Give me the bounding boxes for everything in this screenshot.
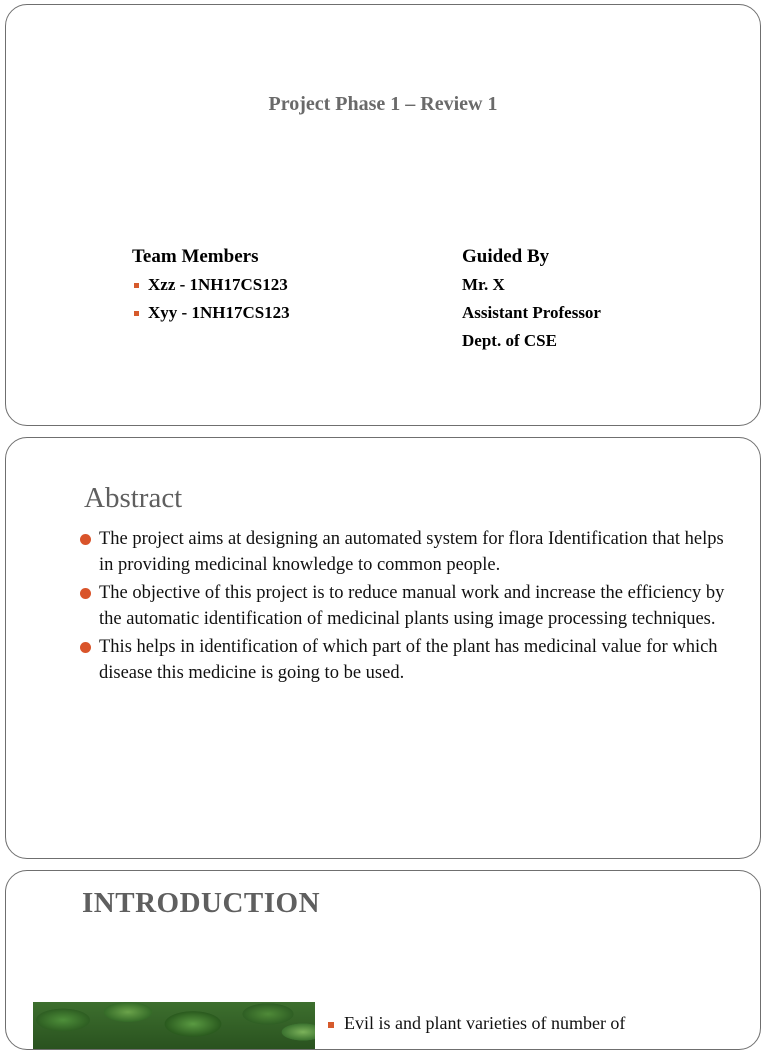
- guide-name: Mr. X: [462, 275, 505, 294]
- list-item: [132, 271, 290, 299]
- list-item: [78, 526, 738, 578]
- team-members-section: [132, 243, 290, 327]
- member-text: Xzz - 1NH17CS123: [148, 275, 288, 294]
- team-members-list: [132, 271, 290, 327]
- member-text: Xyy - 1NH17CS123: [148, 303, 290, 322]
- bullet-text: The objective of this project is to reduce manual work and increase the efficiency by the automatic identification of medicinal plants using image processing techniques.: [99, 583, 725, 629]
- guide-list: [462, 271, 601, 355]
- square-bullet-icon: [134, 311, 139, 316]
- guide-department: Dept. of CSE: [462, 331, 557, 350]
- list-item: [78, 634, 738, 686]
- guide-designation: Assistant Professor: [462, 303, 601, 322]
- abstract-slide: [5, 437, 761, 859]
- plant-leaves-image: [33, 1002, 315, 1050]
- circle-bullet-icon: [80, 588, 91, 599]
- slide-title: INTRODUCTION: [82, 887, 321, 919]
- guide-section: [462, 243, 601, 355]
- list-item: [78, 580, 738, 632]
- title-slide: [5, 4, 761, 426]
- square-bullet-icon: [328, 1022, 334, 1028]
- slide-title: Project Phase 1 – Review 1: [268, 93, 498, 115]
- abstract-bullet-list: [78, 526, 738, 688]
- square-bullet-icon: [134, 283, 139, 288]
- guide-heading: Guided By: [462, 246, 550, 267]
- circle-bullet-icon: [80, 534, 91, 545]
- bullet-text: The project aims at designing an automated system for flora Identification that helps in providing medicinal knowledge to common people.: [99, 529, 724, 575]
- team-members-heading: Team Members: [132, 246, 259, 267]
- bullet-text: Evil is and plant varieties of number of: [344, 1013, 626, 1033]
- circle-bullet-icon: [80, 642, 91, 653]
- slide-title: Abstract: [84, 482, 183, 514]
- introduction-slide: [5, 870, 761, 1050]
- list-item: [132, 299, 290, 327]
- bullet-text: This helps in identification of which part of the plant has medicinal value for which disease this medicine is going to be used.: [99, 637, 718, 683]
